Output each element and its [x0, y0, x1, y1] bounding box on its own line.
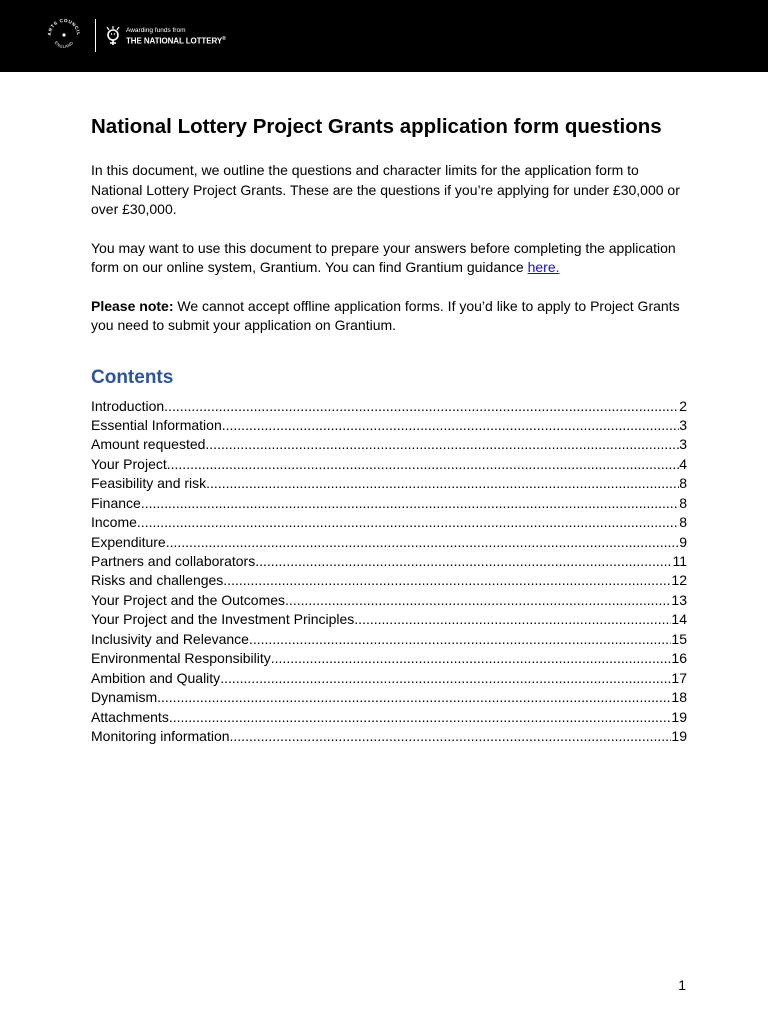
toc-leader-dots: [223, 571, 671, 590]
toc-entry[interactable]: [91, 397, 687, 416]
page-header: [0, 0, 768, 72]
toc-entry-title[interactable]: Environmental Responsibility: [91, 650, 271, 667]
toc-entry-title[interactable]: Ambition and Quality: [91, 669, 221, 686]
toc-leader-dots: [164, 397, 679, 416]
toc-entry[interactable]: [91, 669, 687, 688]
toc-leader-dots: [206, 474, 679, 493]
toc-entry-title[interactable]: Attachments: [91, 708, 169, 725]
lottery-tagline: Awarding funds from: [126, 27, 186, 34]
guidance-paragraph: You may want to use this document to prepare your answers before completing the application form on our online system, Grantium. You can find Grantium guidance here.: [91, 239, 676, 275]
toc-entry-page[interactable]: 8: [679, 494, 687, 511]
toc-entry-title[interactable]: Dynamism: [91, 689, 158, 706]
note-label: Please note:: [91, 297, 174, 314]
toc-entry-page[interactable]: 13: [671, 591, 687, 608]
toc-entry[interactable]: [91, 571, 687, 590]
toc-leader-dots: [141, 494, 679, 513]
toc-leader-dots: [220, 669, 671, 688]
contents-heading: Contents: [91, 366, 174, 388]
lottery-crossed-fingers-icon: [106, 26, 126, 46]
document-body: [91, 114, 687, 746]
toc-leader-dots: [271, 649, 672, 668]
toc-entry-title[interactable]: Partners and collaborators: [91, 553, 256, 569]
toc-entry[interactable]: [91, 416, 687, 435]
toc-leader-dots: [205, 435, 679, 454]
toc-entry-title[interactable]: Finance: [91, 494, 141, 511]
svg-text:ENGLAND: ENGLAND: [53, 40, 75, 50]
toc-entry-title[interactable]: Introduction: [91, 397, 165, 414]
toc-entry[interactable]: [91, 708, 687, 727]
toc-leader-dots: [249, 630, 671, 649]
toc-entry[interactable]: [91, 727, 687, 746]
toc-leader-dots: [230, 727, 672, 746]
arts-council-england-logo: [46, 17, 82, 53]
toc-leader-dots: [166, 533, 679, 552]
toc-entry-title[interactable]: Your Project: [91, 455, 167, 472]
toc-entry-page[interactable]: 15: [671, 630, 687, 647]
toc-entry-title[interactable]: Essential Information: [91, 416, 222, 433]
toc-entry[interactable]: [91, 513, 687, 532]
toc-leader-dots: [285, 591, 671, 610]
toc-entry-page[interactable]: 9: [679, 533, 687, 550]
lottery-name: THE NATIONAL LOTTERY®: [126, 36, 226, 46]
toc-leader-dots: [255, 552, 672, 571]
toc-entry-page[interactable]: 11: [672, 553, 687, 569]
toc-entry[interactable]: [91, 591, 687, 610]
toc-leader-dots: [354, 610, 671, 629]
toc-leader-dots: [169, 708, 672, 727]
toc-entry-page[interactable]: 8: [679, 475, 687, 492]
toc-leader-dots: [137, 513, 679, 532]
toc-entry-page[interactable]: 12: [671, 572, 687, 589]
toc-entry[interactable]: [91, 630, 687, 649]
toc-entry-title[interactable]: Amount requested: [91, 436, 206, 453]
toc-entry-page[interactable]: 3: [679, 416, 687, 433]
toc-entry-page[interactable]: 19: [671, 708, 687, 725]
toc-entry-page[interactable]: 14: [671, 611, 687, 628]
toc-entry[interactable]: [91, 688, 687, 707]
toc-entry[interactable]: [91, 610, 687, 629]
toc-entry-page[interactable]: 17: [671, 669, 687, 686]
toc-entry[interactable]: [91, 533, 687, 552]
toc-entry-title[interactable]: Monitoring information: [91, 727, 230, 744]
toc-entry[interactable]: [91, 435, 687, 454]
logo-divider: [95, 19, 96, 52]
toc-entry[interactable]: [91, 552, 687, 571]
toc-leader-dots: [157, 688, 671, 707]
toc-leader-dots: [222, 416, 679, 435]
table-of-contents: [91, 397, 687, 747]
svg-text:ARTS COUNCIL: ARTS COUNCIL: [46, 17, 82, 36]
toc-entry-title[interactable]: Income: [91, 514, 137, 531]
toc-entry-title[interactable]: Your Project and the Outcomes: [91, 591, 286, 608]
document-title: National Lottery Project Grants application form questions: [91, 115, 662, 138]
page-number: 1: [678, 977, 686, 993]
toc-entry-page[interactable]: 18: [671, 689, 687, 706]
toc-entry[interactable]: [91, 649, 687, 668]
intro-paragraph: In this document, we outline the questions and character limits for the application form to National Lottery Project Grants. These are the questions if you’re applying for under £30,000 or over £30,000.: [91, 162, 680, 217]
toc-entry-title[interactable]: Feasibility and risk: [91, 475, 207, 492]
toc-entry[interactable]: [91, 455, 687, 474]
toc-entry-title[interactable]: Expenditure: [91, 533, 166, 550]
toc-entry-title[interactable]: Risks and challenges: [91, 572, 224, 589]
toc-entry-page[interactable]: 8: [679, 514, 687, 531]
toc-entry[interactable]: [91, 474, 687, 493]
toc-entry-title[interactable]: Your Project and the Investment Principles: [91, 611, 355, 628]
toc-entry-page[interactable]: 16: [671, 650, 687, 667]
note-paragraph: Please note: We cannot accept offline application forms. If you’d like to apply to Project Grants you need to submit your application on Grantium.: [91, 297, 680, 333]
toc-leader-dots: [167, 455, 679, 474]
grantium-guidance-link[interactable]: here.: [527, 259, 560, 275]
toc-entry-page[interactable]: 2: [679, 397, 687, 414]
toc-entry-page[interactable]: 3: [679, 436, 687, 453]
toc-entry-page[interactable]: 4: [679, 455, 687, 472]
toc-entry[interactable]: [91, 494, 687, 513]
toc-entry-page[interactable]: 19: [671, 727, 687, 744]
toc-entry-title[interactable]: Inclusivity and Relevance: [91, 630, 249, 647]
